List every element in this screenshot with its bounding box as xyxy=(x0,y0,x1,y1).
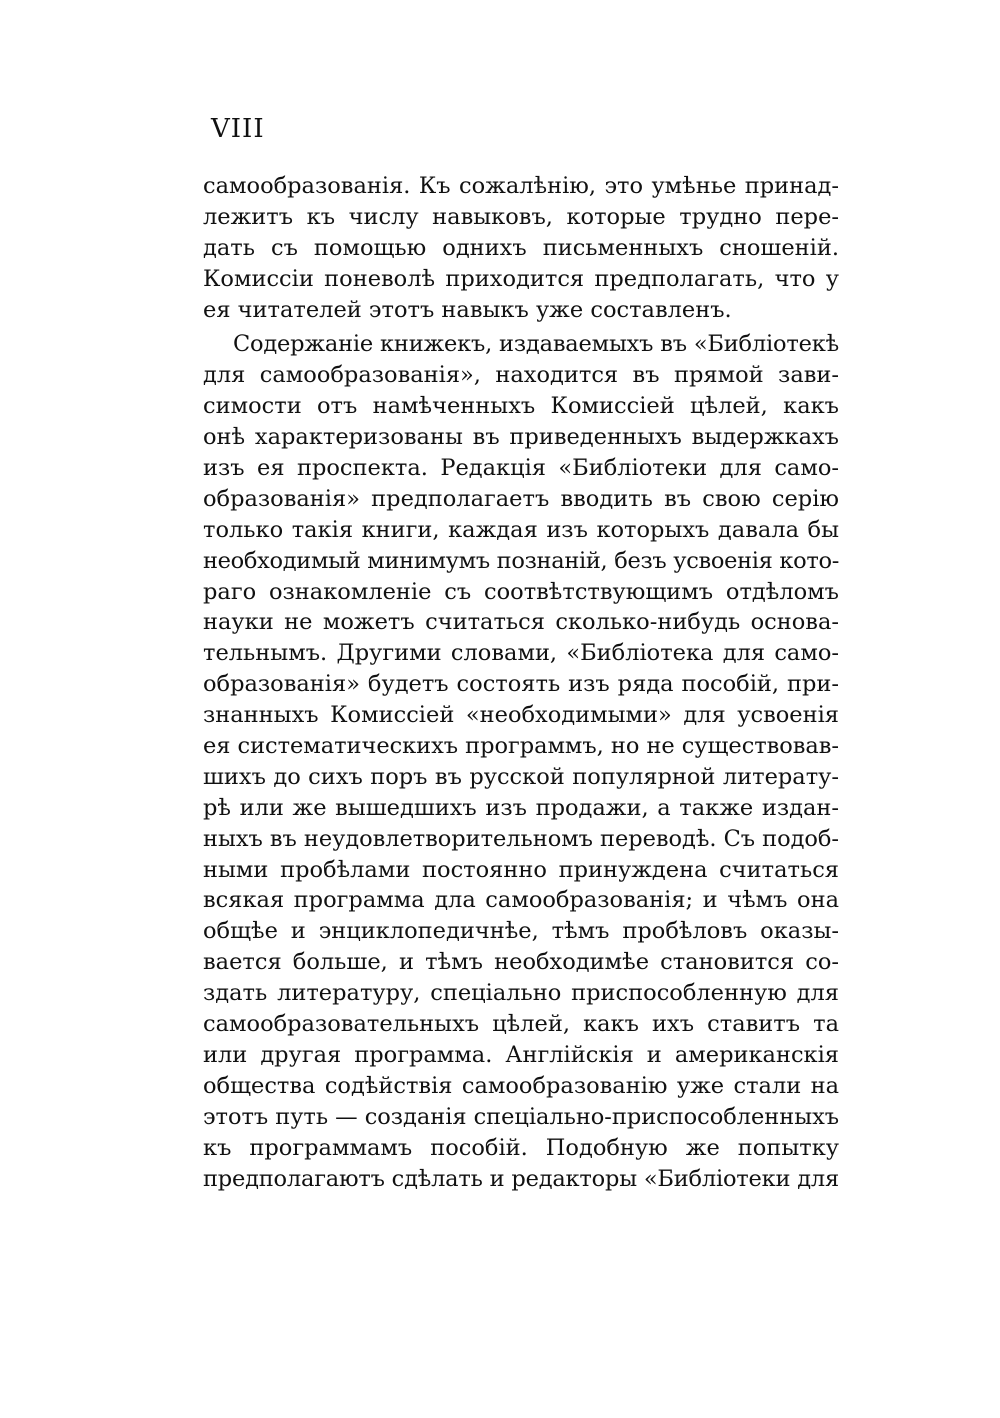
text-line: предполагаютъ сдѣлать и редакторы «Библіотеки для xyxy=(203,1165,839,1192)
text-line: къ программамъ пособій. Подобную же попытку xyxy=(203,1134,839,1161)
text-line: тельнымъ. Другими словами, «Библіотека для само- xyxy=(203,640,839,667)
text-line: изъ ея проспекта. Редакція «Библіотеки для само- xyxy=(203,455,839,482)
text-line: необходимый минимумъ познаній, безъ усвоенія кото- xyxy=(203,547,839,574)
text-line: для самообразованія», находится въ прямой зави- xyxy=(203,362,839,389)
text-line: вается больше, и тѣмъ необходимѣе становится со- xyxy=(203,949,839,976)
text-line: дать съ помощью однихъ письменныхъ сношеній. xyxy=(203,234,839,261)
text-line: всякая программа дла самообразованія; и чѣмъ она xyxy=(203,887,839,914)
text-line: рѣ или же вышедшихъ изъ продажи, а также издан- xyxy=(203,794,839,821)
text-line: этотъ путь — созданія спеціально-приспособленныхъ xyxy=(203,1103,839,1130)
text-line: только такія книги, каждая изъ которыхъ давала бы xyxy=(203,516,839,543)
text-line: раго ознакомленіе съ соотвѣтствующимъ отдѣломъ xyxy=(203,578,839,605)
body-text xyxy=(203,171,839,1194)
text-line: самообразовательныхъ цѣлей, какъ ихъ ставитъ та xyxy=(203,1011,839,1038)
text-line: шихъ до сихъ поръ въ русской популярной литерату- xyxy=(203,763,839,790)
text-line: знанныхъ Комиссіей «необходимыми» для усвоенія xyxy=(203,702,839,729)
text-line: ея систематическихъ программъ, но не существовав- xyxy=(203,733,839,760)
text-line: науки не можетъ считаться сколько-нибудь основа- xyxy=(203,609,839,636)
text-line: образованія» предполагаетъ вводить въ свою серію xyxy=(203,485,839,512)
paragraph-1 xyxy=(203,171,839,325)
page-number: VIII xyxy=(211,114,265,144)
paragraph-2 xyxy=(203,329,839,1194)
text-line: здать литературу, спеціально приспособленную для xyxy=(203,980,839,1007)
text-line: онѣ характеризованы въ приведенныхъ выдержкахъ xyxy=(203,424,839,451)
text-line: ныхъ въ неудовлетворительномъ переводѣ. Съ подоб- xyxy=(203,825,839,852)
text-line: ными пробѣлами постоянно принуждена считаться xyxy=(203,856,839,883)
text-line: или другая программа. Англійскія и американскія xyxy=(203,1041,839,1068)
text-line: самообразованія. Къ сожалѣнію, это умѣнье принад- xyxy=(203,173,839,199)
text-line: симости отъ намѣченныхъ Комиссіей цѣлей, какъ xyxy=(203,393,839,420)
text-line: ея читателей этотъ навыкъ уже составленъ. xyxy=(203,296,732,323)
text-line: лежитъ къ числу навыковъ, которые трудно пере- xyxy=(203,203,839,230)
text-line: Комиссіи поневолѣ приходится предполагать, что у xyxy=(203,265,839,292)
text-line: образованія» будетъ состоять изъ ряда пособій, при- xyxy=(203,671,839,698)
text-line: общества содѣйствія самообразованію уже стали на xyxy=(203,1072,839,1099)
text-line: Содержаніе книжекъ, издаваемыхъ въ «Библіотекѣ xyxy=(233,331,839,358)
text-line: общѣе и энциклопедичнѣе, тѣмъ пробѣловъ оказы- xyxy=(203,918,839,945)
